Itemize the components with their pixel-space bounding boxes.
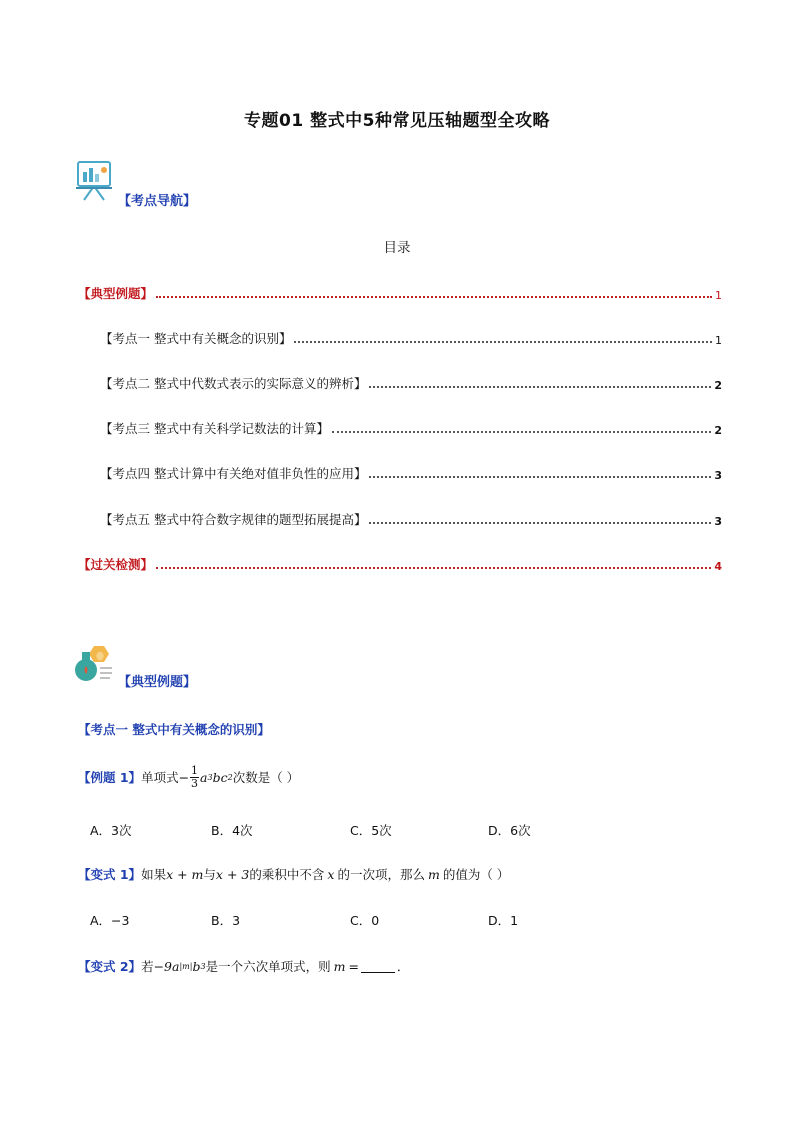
- option-c[interactable]: C．0: [350, 913, 380, 928]
- answer-blank[interactable]: [361, 960, 395, 973]
- variant-question-1: [78, 865, 509, 883]
- toc-entry[interactable]: [100, 508, 722, 528]
- math-var-a: a: [200, 769, 208, 785]
- math-expression: x + m: [166, 866, 204, 882]
- toc-entry-page: 4: [714, 560, 722, 573]
- question-text-post: 次数是（ ）: [232, 770, 300, 785]
- option-b[interactable]: B．3: [211, 913, 241, 928]
- toc-entry-label: 【典型例题】: [78, 286, 154, 301]
- question-text: ．: [396, 959, 410, 974]
- question-text: 是一个六次单项式，则: [205, 959, 331, 974]
- question-text-pre: 单项式−: [141, 770, 190, 785]
- option-a[interactable]: A．−3: [90, 913, 130, 928]
- toc-entry[interactable]: [78, 553, 722, 573]
- question-label: 【例题 1】: [78, 770, 142, 785]
- math-variable: b: [192, 958, 201, 974]
- toc-title: 目录: [383, 240, 411, 256]
- question-text: 与: [203, 867, 216, 882]
- math-expression: x + 3: [215, 866, 250, 882]
- flask-icon: [72, 644, 114, 688]
- option-b[interactable]: B．4次: [211, 823, 253, 838]
- math-exponent: 3: [200, 961, 206, 971]
- toc-leader-dots: [369, 521, 711, 524]
- toc-entry-label: 【过关检测】: [78, 557, 154, 572]
- toc-entry-page: 3: [714, 515, 722, 528]
- presentation-board-icon: [74, 160, 114, 202]
- toc-entry-label: 【考点二 整式中代数式表示的实际意义的辨析】: [100, 376, 367, 391]
- toc-leader-dots: [332, 430, 711, 433]
- fraction-denominator: 3: [191, 776, 199, 790]
- toc-entry-label: 【考点五 整式中符合数字规律的题型拓展提高】: [100, 512, 367, 527]
- option-d[interactable]: D．1: [488, 913, 519, 928]
- question-label: 【变式 1】: [78, 867, 142, 882]
- fraction-numerator: 1: [191, 763, 199, 777]
- example-question-1: [78, 762, 299, 792]
- toc-leader-dots: [369, 475, 711, 478]
- math-expression: x: [327, 866, 335, 882]
- option-c[interactable]: C．5次: [350, 823, 392, 838]
- option-a[interactable]: A．3次: [90, 823, 132, 838]
- point-one-heading: 【考点一 整式中有关概念的识别】: [78, 722, 270, 737]
- nav-heading: 【考点导航】: [118, 194, 197, 209]
- toc-entry-label: 【考点三 整式中有关科学记数法的计算】: [100, 421, 329, 436]
- toc-entry-page: 1: [715, 334, 722, 347]
- toc-entry-page: 3: [714, 469, 722, 482]
- question-text: 的值为（ ）: [442, 867, 510, 882]
- math-expression: m: [333, 958, 346, 974]
- toc-entry[interactable]: [78, 282, 722, 302]
- question-text: 的一次项，那么: [337, 867, 425, 882]
- question-text: =: [348, 958, 359, 974]
- toc-leader-dots: [369, 385, 711, 388]
- fraction: [190, 765, 199, 790]
- math-expression: m: [427, 866, 440, 882]
- toc-leader-dots: [156, 566, 711, 569]
- question-text: 若: [141, 959, 154, 974]
- question-text: 如果: [141, 867, 167, 882]
- toc-entry-label: 【考点一 整式中有关概念的识别】: [100, 331, 292, 346]
- toc-entry[interactable]: [100, 462, 722, 482]
- math-var-bc: bc: [212, 769, 228, 785]
- variant-question-2: [78, 957, 409, 975]
- math-expression: −9a: [153, 958, 180, 974]
- examples-heading: 【典型例题】: [118, 675, 197, 690]
- option-d[interactable]: D．6次: [488, 823, 531, 838]
- toc-entry-page: 2: [714, 379, 722, 392]
- toc-leader-dots: [156, 295, 712, 298]
- math-exp-c: 2: [227, 772, 233, 782]
- toc-leader-dots: [294, 340, 712, 343]
- toc-entry-page: 1: [715, 289, 722, 302]
- toc-entry-label: 【考点四 整式计算中有关绝对值非负性的应用】: [100, 466, 367, 481]
- question-label: 【变式 2】: [78, 959, 142, 974]
- question-text: 的乘积中不含: [249, 867, 325, 882]
- math-exp-a: 3: [207, 772, 213, 782]
- toc-entry-page: 2: [714, 424, 722, 437]
- math-exponent: |m|: [179, 961, 193, 971]
- page-title: 专题01 整式中5种常见压轴题型全攻略: [244, 111, 550, 131]
- toc-entry[interactable]: [100, 372, 722, 392]
- toc-entry[interactable]: [100, 327, 722, 347]
- toc-entry[interactable]: [100, 417, 722, 437]
